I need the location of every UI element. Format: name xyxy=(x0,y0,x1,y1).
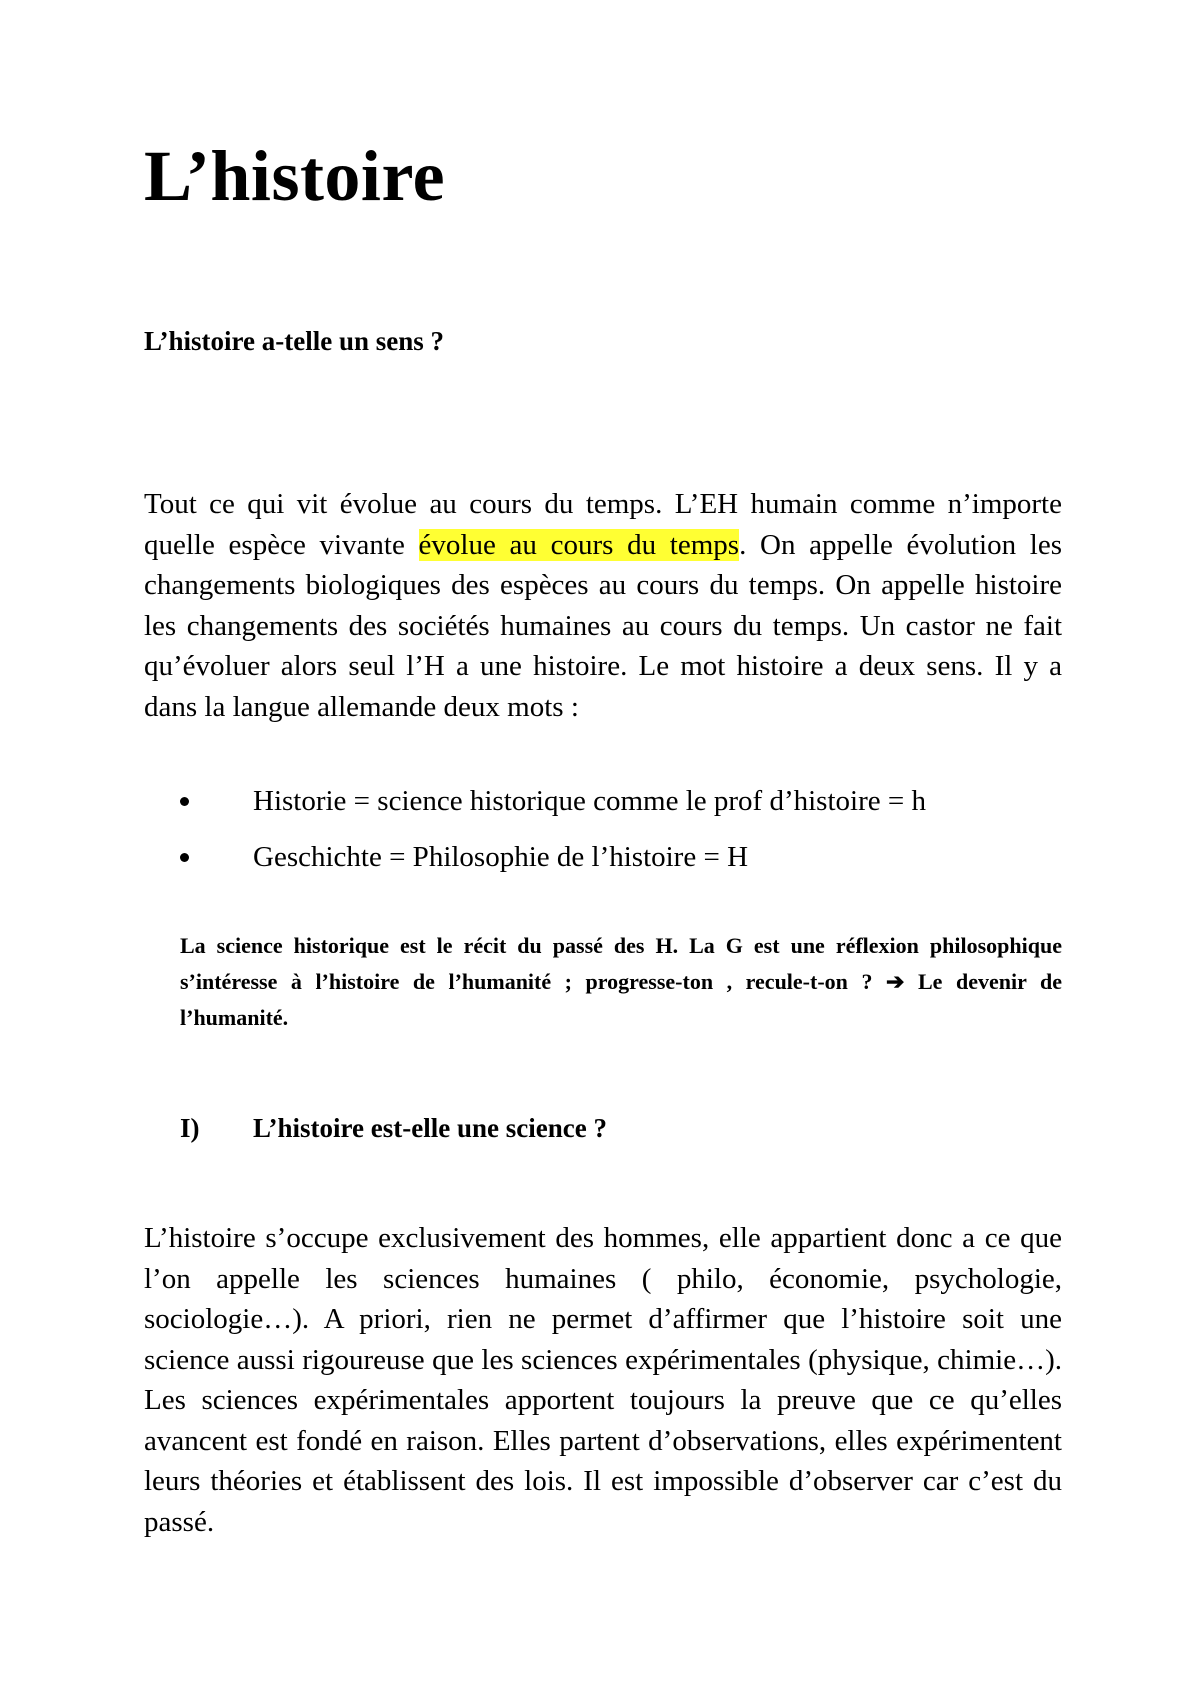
intro-text-start: Tout ce qui vit évolue au cours du temps. L’EH humain comme n’importe quelle espèce vivante xyxy=(144,488,1062,561)
section-heading xyxy=(180,1112,607,1144)
bullet-icon xyxy=(180,797,189,806)
bullet-text: Historie = science historique comme le prof d’histoire = h xyxy=(253,785,926,817)
list-item xyxy=(144,780,1062,836)
bullet-list xyxy=(144,780,1062,892)
body-paragraph: L’histoire s’occupe exclusivement des hommes, elle appartient donc a ce que l’on appelle les sciences humaines ( philo, économie, psychologie, sociologie…). A priori, rien ne permet d’affirmer que l’histoire soit une science aussi rigoureuse que les sciences expérimentales (physique, chimie…). Les sciences expérimentales apportent toujours la preuve que ce qu’elles avancent est fondé en raison. Elles partent d’observations, elles expérimentent leurs théories et établissent des lois. Il est impossible d’observer car c’est du passé. xyxy=(144,1222,1062,1538)
section-title: L’histoire est-elle une science ? xyxy=(253,1113,607,1143)
document-subtitle: L’histoire a-telle un sens ? xyxy=(144,326,445,356)
intro-paragraph xyxy=(144,484,1062,727)
bullet-text: Geschichte = Philosophie de l’histoire = H xyxy=(253,841,749,873)
intro-text-end: . On appelle évolution les changements biologiques des espèces au cours du temps. On appelle histoire les changements des sociétés humaines au cours du temps. Un castor ne fait qu’évoluer alors seul l’H a une histoire. Le mot histoire a deux sens. Il y a dans la langue allemande deux mots : xyxy=(144,528,1062,723)
document-title: L’histoire xyxy=(144,136,446,216)
bullet-icon xyxy=(180,853,189,862)
note-paragraph: La science historique est le récit du passé des H. La G est une réflexion philosophique s’intéresse à l’histoire de l’humanité ; progresse-ton , recule-t-on ? ➔ Le devenir de l’humanité. xyxy=(180,933,1062,1030)
highlighted-text: évolue au cours du temps xyxy=(418,528,740,561)
section-number: I) xyxy=(180,1113,200,1143)
list-item xyxy=(144,836,1062,892)
